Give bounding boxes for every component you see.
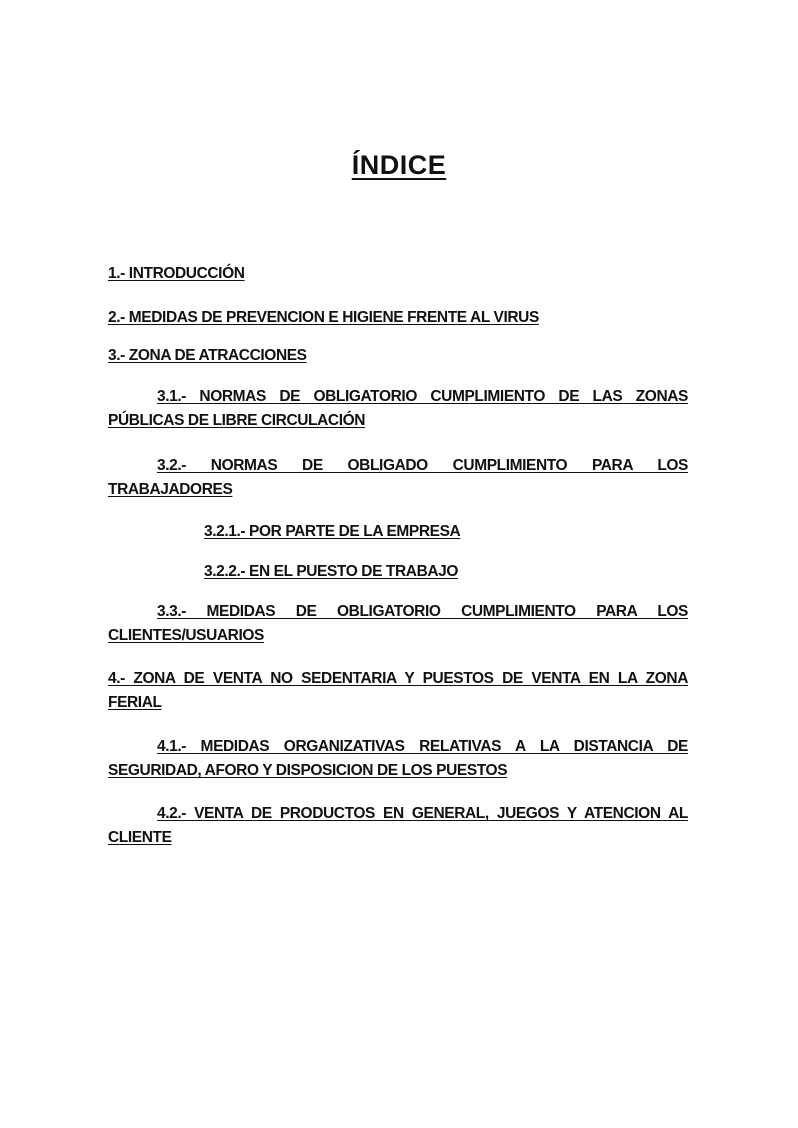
page-title: ÍNDICE bbox=[351, 150, 447, 180]
toc-entry-text: 4.1.- MEDIDAS ORGANIZATIVAS RELATIVAS A LA DISTANCIA DE SEGURIDAD, AFORO Y DISPOSICION DE LOS PUESTOS bbox=[108, 738, 688, 779]
toc-entry-4-1[interactable] bbox=[108, 735, 688, 783]
toc-entry-text: 3.2.1.- POR PARTE DE LA EMPRESA bbox=[204, 523, 461, 540]
toc-entry-3-2[interactable] bbox=[108, 454, 688, 502]
toc-entry-4-2[interactable] bbox=[108, 802, 688, 850]
toc-entry-text: 4.- ZONA DE VENTA NO SEDENTARIA Y PUESTOS DE VENTA EN LA ZONA FERIAL bbox=[108, 670, 688, 711]
toc-entry-text: 3.3.- MEDIDAS DE OBLIGATORIO CUMPLIMIENTO PARA LOS CLIENTES/USUARIOS bbox=[108, 603, 688, 644]
toc-entry-text: 2.- MEDIDAS DE PREVENCION E HIGIENE FRENTE AL VIRUS bbox=[108, 309, 539, 326]
toc-entry-text: 4.2.- VENTA DE PRODUCTOS EN GENERAL, JUEGOS Y ATENCION AL CLIENTE bbox=[108, 805, 688, 846]
toc-entry-1[interactable] bbox=[108, 262, 688, 286]
toc-entry-3-2-2[interactable] bbox=[108, 560, 688, 584]
toc-entry-3[interactable] bbox=[108, 344, 688, 368]
toc-entry-3-2-1[interactable] bbox=[108, 520, 688, 544]
toc-entry-2[interactable] bbox=[108, 306, 688, 330]
toc-entry-3-1[interactable] bbox=[108, 385, 688, 433]
toc-entry-3-3[interactable] bbox=[108, 600, 688, 648]
toc-entry-4[interactable] bbox=[108, 667, 688, 715]
toc-entry-text: 3.2.2.- EN EL PUESTO DE TRABAJO bbox=[204, 563, 459, 580]
toc-entry-text: 1.- INTRODUCCIÓN bbox=[108, 265, 245, 282]
toc-entry-text: 3.1.- NORMAS DE OBLIGATORIO CUMPLIMIENTO DE LAS ZONAS PÚBLICAS DE LIBRE CIRCULACIÓN bbox=[108, 388, 688, 429]
toc-entry-text: 3.2.- NORMAS DE OBLIGADO CUMPLIMIENTO PARA LOS TRABAJADORES bbox=[108, 457, 688, 498]
toc-entry-text: 3.- ZONA DE ATRACCIONES bbox=[108, 347, 307, 364]
